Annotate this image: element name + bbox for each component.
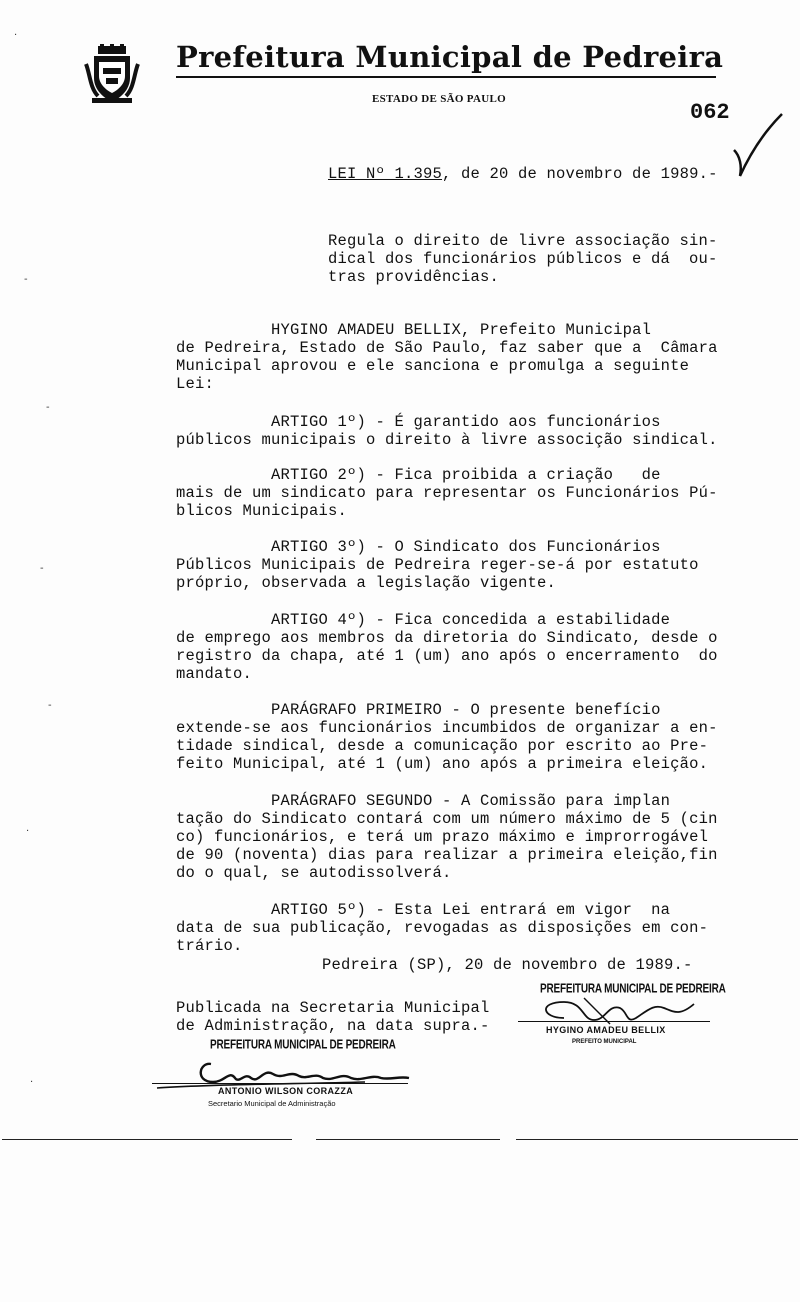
signature-line-left: [152, 1083, 408, 1084]
scan-speck: ‐: [46, 402, 50, 413]
letterhead-title: Prefeitura Municipal de Pedreira: [176, 40, 724, 74]
scan-speck: ‐: [40, 563, 44, 574]
law-ementa: Regula o direito de livre associação sin- dical dos funcionários públicos e dá ou- tras providências.: [328, 232, 718, 286]
signer-left-role: Secretario Municipal de Administração: [208, 1099, 336, 1108]
scan-speck: ‐: [48, 700, 52, 711]
signature-line-right: [518, 1021, 710, 1022]
artigo-4: ARTIGO 4º) - Fica concedida a estabilidade de emprego aos membros da diretoria do Sindicato, desde o registro da chapa, até 1 (um) ano após o encerramento do mandato.: [176, 611, 718, 683]
scan-speck: ·: [26, 826, 30, 837]
signer-right-name: HYGINO AMADEU BELLIX: [546, 1025, 666, 1035]
city-date: Pedreira (SP), 20 de novembro de 1989.-: [322, 956, 693, 974]
page-number: 062: [690, 100, 730, 125]
paragrafo-primeiro: PARÁGRAFO PRIMEIRO - O presente benefício extende-se aos funcionários incumbidos de organizar a en- tidade sindical, desde a comunicação por escrito ao Pre- feito Municipal, até 1 (um) ano após a primeira eleição.: [176, 701, 718, 773]
artigo-2: ARTIGO 2º) - Fica proibida a criação de mais de um sindicato para representar os Funcionários Pú- blicos Municipais.: [176, 466, 718, 520]
bottom-rule: [316, 1139, 500, 1140]
coat-of-arms-icon: [84, 44, 140, 104]
paragrafo-segundo: PARÁGRAFO SEGUNDO - A Comissão para implan tação do Sindicato contará com um número máximo de 5 (cin co) funcionários, e terá um prazo máximo e improrrogável de 90 (noventa) dias para realizar a primeira eleição,fin do o qual, se autodissolverá.: [176, 792, 718, 882]
scan-speck: ‐: [24, 274, 28, 285]
law-number: LEI Nº 1.395: [328, 165, 443, 183]
stamp-right: PREFEITURA MUNICIPAL DE PEDREIRA: [540, 982, 726, 997]
scan-speck: ·: [30, 1077, 34, 1088]
intro-paragraph: HYGINO AMADEU BELLIX, Prefeito Municipal de Pedreira, Estado de São Paulo, faz saber que a Câmara Municipal aprovou e ele sanciona e promulga a seguinte Lei:: [176, 321, 718, 393]
check-mark-icon: [726, 110, 786, 180]
signer-right-role: PREFEITO MUNICIPAL: [572, 1039, 637, 1045]
signer-left-name: ANTONIO WILSON CORAZZA: [218, 1086, 354, 1096]
bottom-rule: [2, 1139, 292, 1140]
letterhead-rule: [176, 76, 716, 78]
artigo-3: ARTIGO 3º) - O Sindicato dos Funcionários Públicos Municipais de Pedreira reger-se-á por estatuto próprio, observada a legislação vigente.: [176, 538, 699, 592]
stamp-left: PREFEITURA MUNICIPAL DE PEDREIRA: [210, 1038, 396, 1053]
letterhead-state: ESTADO DE SÃO PAULO: [372, 93, 506, 105]
publication-note: Publicada na Secretaria Municipal de Administração, na data supra.-: [176, 999, 490, 1035]
scan-speck: ·: [14, 30, 18, 41]
artigo-5: ARTIGO 5º) - Esta Lei entrará em vigor na data de sua publicação, revogadas as disposições em con- trário.: [176, 901, 709, 955]
law-title: [328, 165, 718, 183]
mayor-signature-icon: [524, 994, 704, 1028]
law-date: , de 20 de novembro de 1989.-: [442, 165, 718, 183]
bottom-rule: [516, 1139, 798, 1140]
artigo-1: ARTIGO 1º) - É garantido aos funcionários públicos municipais o direito à livre associção sindical.: [176, 413, 718, 449]
